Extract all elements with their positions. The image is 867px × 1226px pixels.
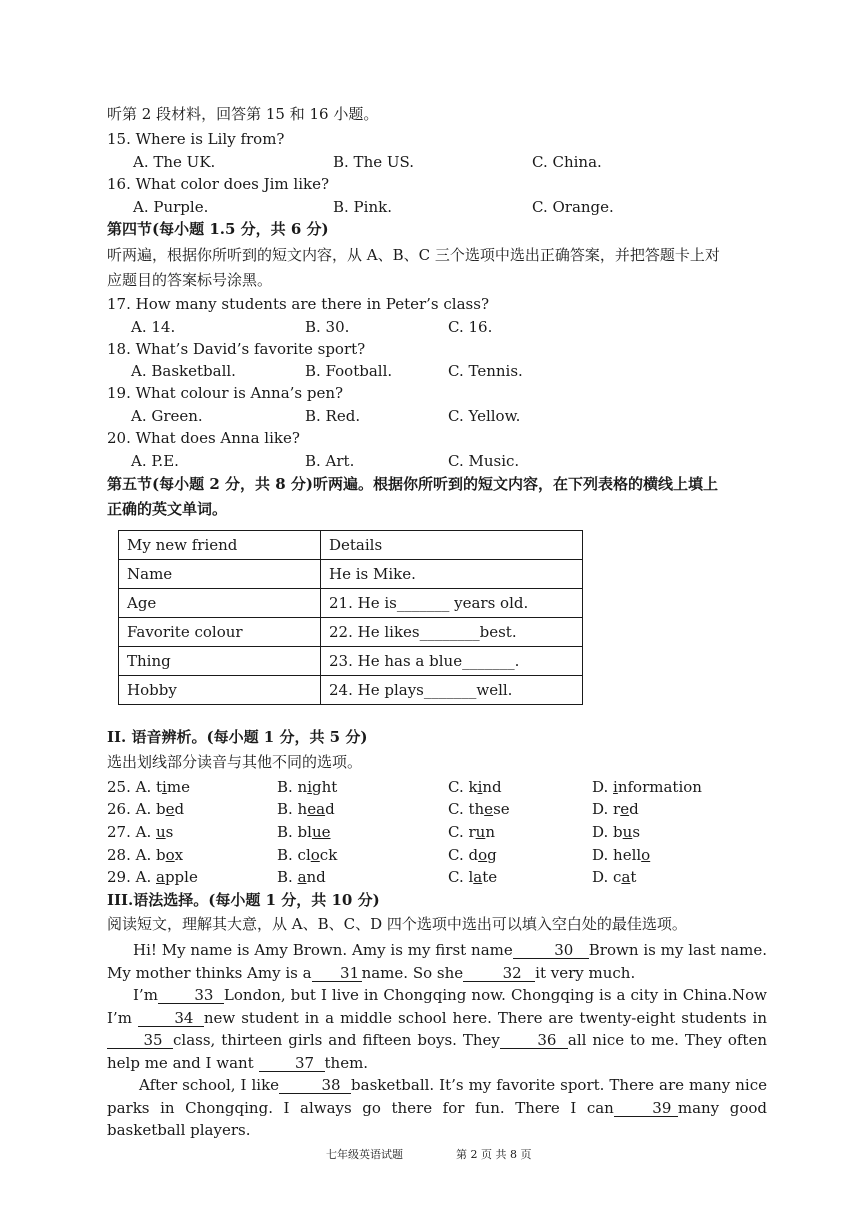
- phonetic-option-a: 28. A. box: [107, 846, 184, 864]
- phonetic-option-b: B. head: [277, 800, 335, 818]
- part-3-title: III.语法选择。(每小题 1 分，共 10 分): [107, 891, 380, 909]
- footer-page-number: 第 2 页 共 8 页: [456, 1148, 532, 1161]
- q18-option-b: B. Football.: [305, 362, 393, 380]
- section-5-title-1: 第五节(每小题 2 分，共 8 分)听两遍。根据你所听到的短文内容，在下列表格的横线上填上: [107, 475, 718, 493]
- phonetic-option-b: B. clock: [277, 846, 338, 864]
- question-20: 20. What does Anna like?: [107, 429, 300, 447]
- phonetic-option-a: 29. A. apple: [107, 868, 198, 886]
- table-cell: Favorite colour: [119, 618, 321, 647]
- phonetic-option-b: B. night: [277, 778, 338, 796]
- table-row: [119, 676, 583, 705]
- question-15: 15. Where is Lily from?: [107, 130, 285, 148]
- phonetic-option-c: C. kind: [448, 778, 502, 796]
- section-4-instruction-2: 应题目的答案标号涂黑。: [107, 271, 273, 289]
- blank-35[interactable]: 35: [107, 1032, 173, 1049]
- phonetic-option-a: 27. A. us: [107, 823, 174, 841]
- q19-option-b: B. Red.: [305, 407, 361, 425]
- blank-39[interactable]: 39: [614, 1100, 678, 1117]
- question-17: 17. How many students are there in Peter’s class?: [107, 295, 489, 313]
- question-16: 16. What color does Jim like?: [107, 175, 330, 193]
- q15-option-b: B. The US.: [333, 153, 415, 171]
- q20-option-b: B. Art.: [305, 452, 355, 470]
- phonetic-option-d: D. bus: [592, 823, 641, 841]
- table-cell: 24. He plays_______well.: [321, 676, 583, 705]
- table-row: [119, 618, 583, 647]
- q18-option-c: C. Tennis.: [448, 362, 523, 380]
- footer-title: 七年级英语试题: [326, 1148, 403, 1161]
- blank-30[interactable]: 30: [513, 942, 589, 959]
- passage-paragraph-3: After school, I like 38 basketball. It’s my favorite sport. There are many nice parks in Chongqing. I always go there for fun. There I can 39 many good basketball players.: [107, 1076, 768, 1140]
- q16-option-b: B. Pink.: [333, 198, 392, 216]
- phonetic-option-c: C. late: [448, 868, 498, 886]
- q19-option-c: C. Yellow.: [448, 407, 521, 425]
- q17-option-c: C. 16.: [448, 318, 493, 336]
- question-19: 19. What colour is Anna’s pen?: [107, 384, 344, 402]
- q17-option-b: B. 30.: [305, 318, 350, 336]
- passage-paragraph-2: I’m 33 London, but I live in Chongqing now. Chongqing is a city in China.Now I’m 34 new student in a middle school here. There are twenty-eight students in35 class, thirteen girls and fifteen boys. They 36 all nice to me. They often help me and I want 37 them.: [107, 986, 767, 1072]
- table-cell: Details: [321, 531, 583, 560]
- table-cell: 23. He has a blue_______.: [321, 647, 583, 676]
- question-18: 18. What’s David’s favorite sport?: [107, 340, 366, 358]
- phonetic-option-c: C. run: [448, 823, 495, 841]
- passage-paragraph-1: Hi! My name is Amy Brown. Amy is my first name 30 Brown is my last name. My mother thinks Amy is a 31 name. So she 32 it very much.: [107, 941, 767, 982]
- q15-option-c: C. China.: [532, 153, 602, 171]
- table-cell: Age: [119, 589, 321, 618]
- blank-38[interactable]: 38: [279, 1077, 351, 1094]
- table-cell: Hobby: [119, 676, 321, 705]
- blank-31[interactable]: 31: [312, 965, 362, 982]
- table-cell: 22. He likes________best.: [321, 618, 583, 647]
- phonetic-option-d: D. hello: [592, 846, 651, 864]
- blank-36[interactable]: 36: [500, 1032, 568, 1049]
- table-cell: Name: [119, 560, 321, 589]
- table-row: [119, 531, 583, 560]
- blank-32[interactable]: 32: [463, 965, 535, 982]
- q18-option-a: A. Basketball.: [131, 362, 236, 380]
- phonetic-option-d: D. information: [592, 778, 702, 796]
- table-row: [119, 647, 583, 676]
- phonetic-option-c: C. these: [448, 800, 510, 818]
- friend-table: [118, 530, 583, 705]
- q20-option-a: A. P.E.: [131, 452, 179, 470]
- blank-37[interactable]: 37: [259, 1055, 325, 1072]
- phonetic-option-d: D. red: [592, 800, 639, 818]
- phonetic-option-c: C. dog: [448, 846, 497, 864]
- q16-option-a: A. Purple.: [133, 198, 209, 216]
- q19-option-a: A. Green.: [131, 407, 203, 425]
- table-cell: Thing: [119, 647, 321, 676]
- section-5-title-2: 正确的英文单词。: [107, 500, 228, 518]
- q16-option-c: C. Orange.: [532, 198, 614, 216]
- phonetic-option-b: B. and: [277, 868, 326, 886]
- part-2-instruction: 选出划线部分读音与其他不同的选项。: [107, 753, 363, 771]
- q20-option-c: C. Music.: [448, 452, 520, 470]
- section-4-title: 第四节(每小题 1.5 分，共 6 分): [107, 220, 329, 238]
- blank-34[interactable]: 34: [138, 1010, 204, 1027]
- section-intro: 听第 2 段材料，回答第 15 和 16 小题。: [107, 105, 379, 123]
- table-row: [119, 589, 583, 618]
- phonetic-option-a: 25. A. time: [107, 778, 190, 796]
- phonetic-option-d: D. cat: [592, 868, 637, 886]
- table-cell: 21. He is_______ years old.: [321, 589, 583, 618]
- q15-option-a: A. The UK.: [133, 153, 216, 171]
- table-cell: He is Mike.: [321, 560, 583, 589]
- table-cell: My new friend: [119, 531, 321, 560]
- phonetic-option-b: B. blue: [277, 823, 331, 841]
- blank-33[interactable]: 33: [158, 987, 224, 1004]
- table-row: [119, 560, 583, 589]
- phonetic-option-a: 26. A. bed: [107, 800, 185, 818]
- part-2-title: II. 语音辨析。(每小题 1 分，共 5 分): [107, 728, 368, 746]
- part-3-instruction: 阅读短文，理解其大意，从 A、B、C、D 四个选项中选出可以填入空白处的最佳选项。: [107, 915, 687, 933]
- section-4-instruction-1: 听两遍，根据你所听到的短文内容，从 A、B、C 三个选项中选出正确答案，并把答题卡上对: [107, 246, 720, 264]
- q17-option-a: A. 14.: [131, 318, 176, 336]
